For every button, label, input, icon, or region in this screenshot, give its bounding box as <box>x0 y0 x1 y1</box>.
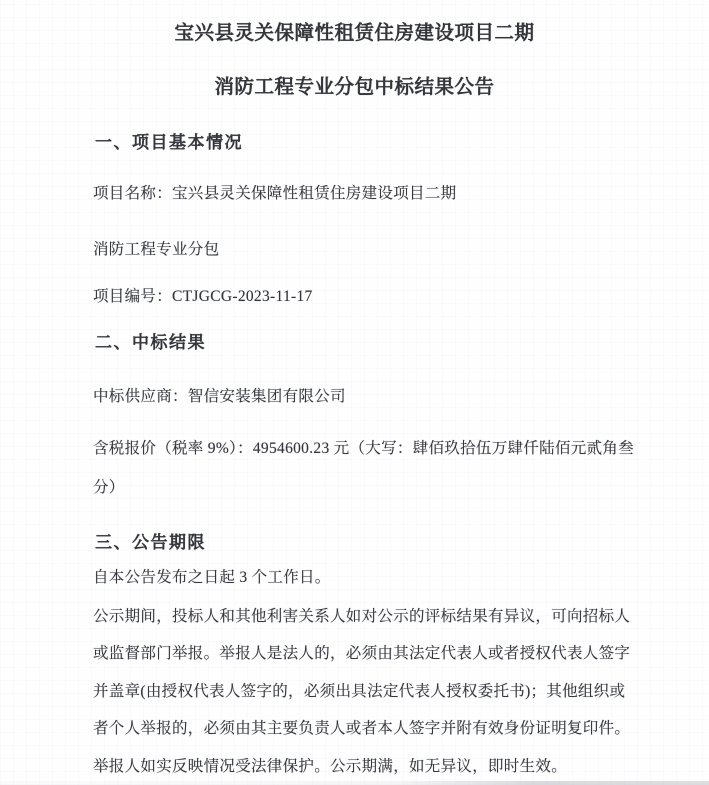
objection-paragraph-line-3: 并盖章(由授权代表人签字的，必须出具法定代表人授权委托书)；其他组织或 <box>93 683 626 700</box>
announcement-period-line: 自本公告发布之日起 3 个工作日。 <box>93 569 331 586</box>
project-number-line: 项目编号：CTJGCG-2023-11-17 <box>93 288 313 305</box>
section-heading-project-info: 一、项目基本情况 <box>95 133 243 152</box>
scan-edge-shadow <box>0 781 709 785</box>
objection-paragraph-line-1: 公示期间，投标人和其他利害关系人如对公示的评标结果有异议，可向招标人 <box>93 608 631 625</box>
section-heading-bid-result: 二、中标结果 <box>95 333 206 352</box>
section-heading-announcement-period: 三、公告期限 <box>95 533 206 552</box>
document-title: 宝兴县灵关保障性租赁住房建设项目二期 <box>174 23 535 44</box>
legal-protection-line: 举报人如实反映情况受法律保护。公示期满，如无异议，即时生效。 <box>93 758 568 775</box>
objection-paragraph-line-2: 或监督部门举报。举报人是法人的，必须由其法定代表人或者授权代表人签字 <box>93 645 631 662</box>
bid-price-line-continued: 分） <box>93 479 125 496</box>
winning-supplier-line: 中标供应商：智信安装集团有限公司 <box>93 388 346 405</box>
objection-paragraph-line-4: 者个人举报的，必须由其主要负责人或者本人签字并附有效身份证明复印件。 <box>93 720 631 737</box>
bid-price-line: 含税报价（税率 9%）：4954600.23 元（大写：肆佰玖拾伍万肆仟陆佰元贰角叁 <box>93 440 634 457</box>
project-name-line: 项目名称：宝兴县灵关保障性租赁住房建设项目二期 <box>93 185 457 202</box>
document-subtitle: 消防工程专业分包中标结果公告 <box>214 77 495 98</box>
subcontract-name-line: 消防工程专业分包 <box>93 241 220 258</box>
